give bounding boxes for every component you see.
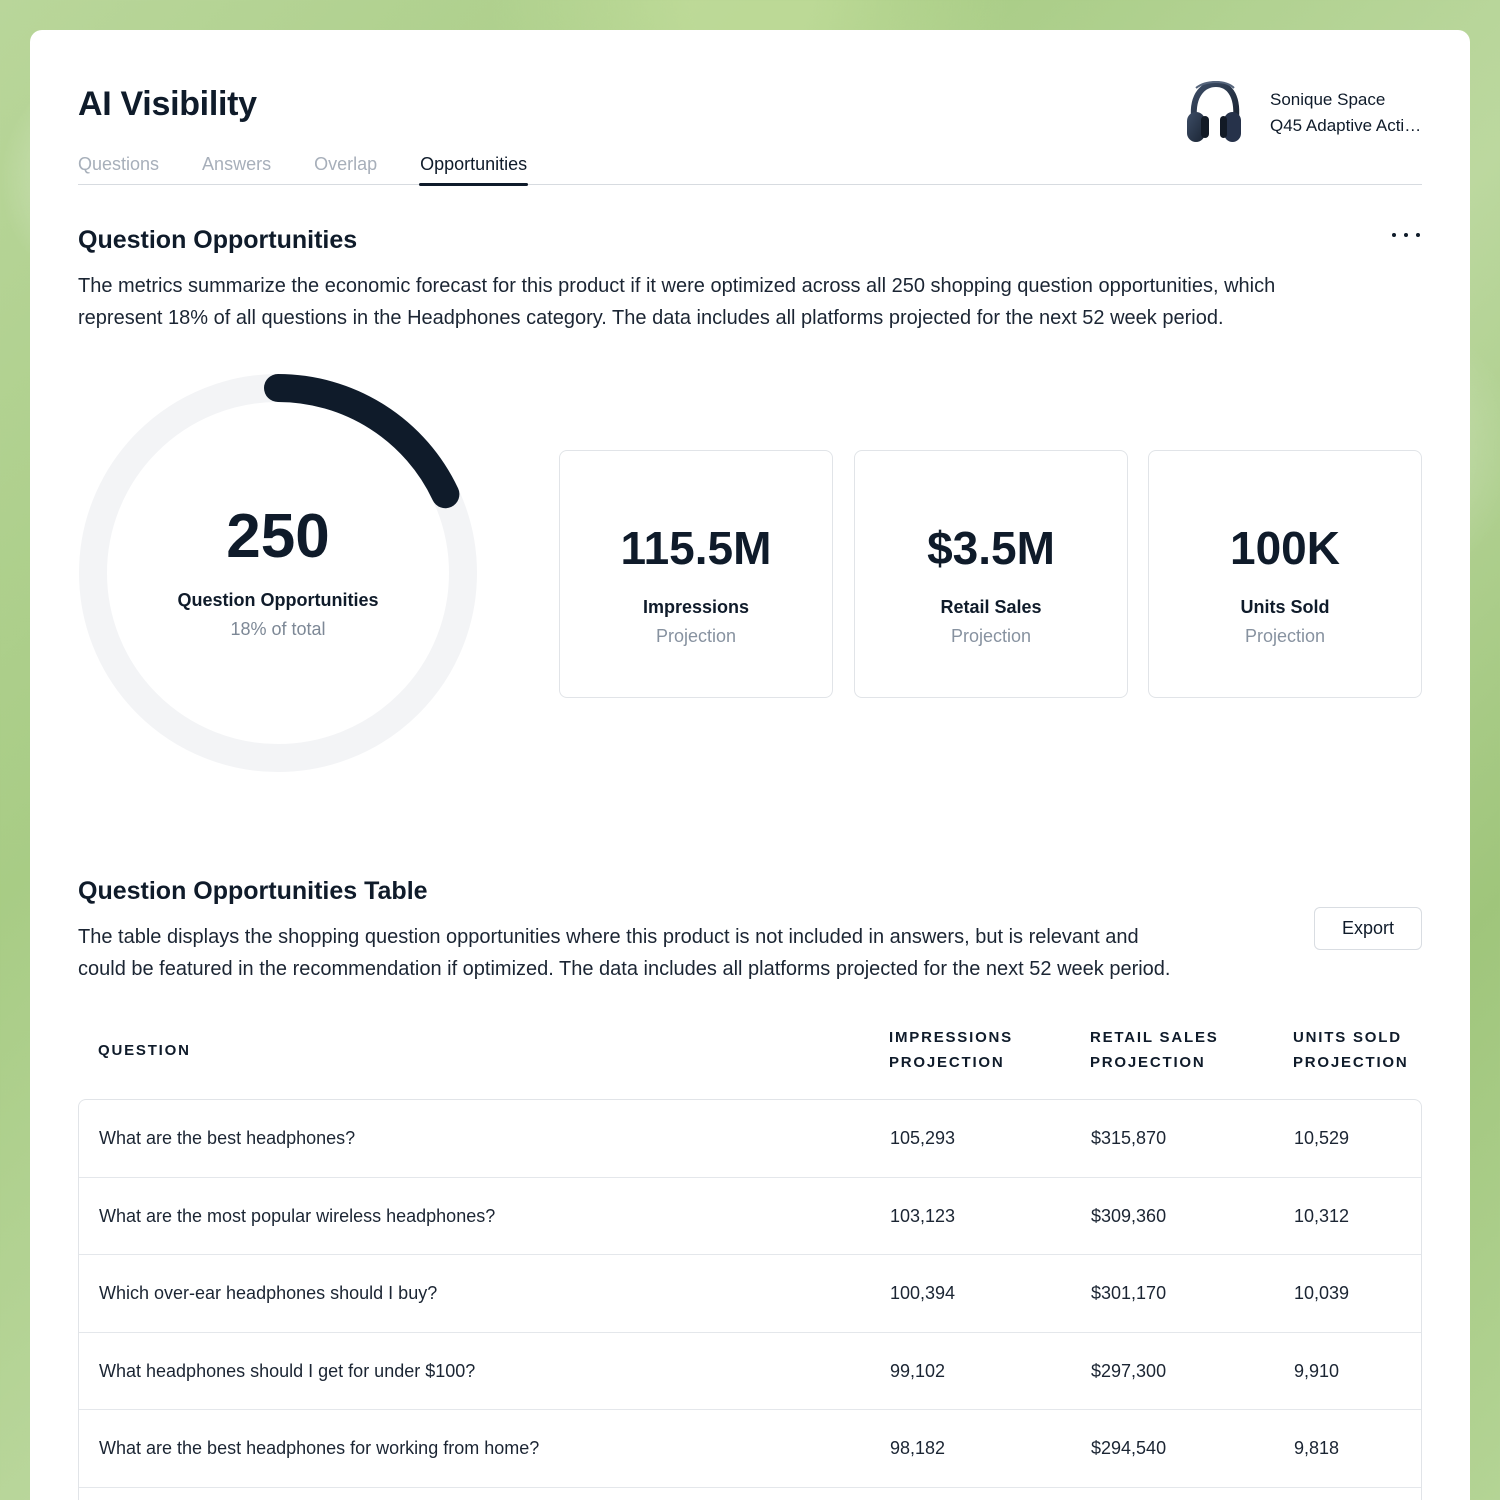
cell-impressions: 98,182 xyxy=(890,1438,946,1458)
description-line: represent 18% of all questions in the Headphones category. The data includes all platforms projected for the next 52 week period. xyxy=(78,307,1224,329)
tab-questions[interactable]: Questions xyxy=(78,154,160,174)
cell-question: What are the most popular wireless headphones? xyxy=(99,1205,496,1226)
header-line: PROJECTION xyxy=(1293,1054,1409,1071)
column-header-units-sold[interactable] xyxy=(1293,1025,1409,1075)
opportunities-description xyxy=(78,270,1275,334)
cell-question: What are the best headphones? xyxy=(99,1128,356,1148)
table-row[interactable] xyxy=(79,1178,1421,1256)
table-header xyxy=(78,1020,1422,1082)
cell-retail-sales: $309,360 xyxy=(1091,1205,1167,1226)
more-dot-icon xyxy=(1404,233,1408,237)
product-selector[interactable] xyxy=(1186,80,1422,146)
column-header-retail-sales[interactable] xyxy=(1090,1025,1219,1075)
more-dot-icon xyxy=(1392,233,1396,237)
column-header-impressions[interactable] xyxy=(889,1025,1013,1075)
donut-center xyxy=(78,373,478,773)
metric-label: Retail Sales xyxy=(940,597,1042,617)
opportunities-title: Question Opportunities xyxy=(78,226,358,254)
description-line: could be featured in the recommendation if optimized. The data includes all platforms projected for the next 52 week period. xyxy=(78,958,1171,980)
table-row[interactable] xyxy=(79,1488,1421,1500)
donut-value: 250 xyxy=(226,502,330,571)
cell-units-sold: 9,818 xyxy=(1294,1438,1340,1458)
metric-label: Impressions xyxy=(642,597,750,617)
description-line: The table displays the shopping question opportunities where this product is not included in answers, but is relevant and xyxy=(78,926,1139,948)
header-line: RETAIL SALES xyxy=(1090,1029,1219,1046)
opportunities-table xyxy=(78,1099,1422,1500)
more-options-button[interactable] xyxy=(1392,225,1420,245)
cell-question: What are the best headphones for working from home? xyxy=(99,1438,540,1458)
table-row[interactable] xyxy=(79,1333,1421,1411)
cell-question: Which over-ear headphones should I buy? xyxy=(99,1283,438,1303)
metric-card-units-sold xyxy=(1148,450,1422,698)
cell-units-sold: 10,312 xyxy=(1294,1205,1350,1226)
table-row[interactable] xyxy=(79,1255,1421,1333)
product-name xyxy=(1270,87,1422,139)
donut-subtext: 18% of total xyxy=(230,619,326,639)
metric-card-retail-sales xyxy=(854,450,1128,698)
tab-opportunities[interactable]: Opportunities xyxy=(420,150,527,185)
table-row[interactable] xyxy=(79,1410,1421,1488)
metric-subtext: Projection xyxy=(950,626,1032,646)
more-dot-icon xyxy=(1416,233,1420,237)
header-line: IMPRESSIONS xyxy=(889,1029,1013,1046)
table-section-title: Question Opportunities Table xyxy=(78,877,428,905)
metric-card-impressions xyxy=(559,450,833,698)
cell-units-sold: 10,529 xyxy=(1294,1128,1350,1148)
product-brand: Sonique Space xyxy=(1270,90,1386,109)
cell-impressions: 99,102 xyxy=(890,1360,946,1381)
cell-retail-sales: $294,540 xyxy=(1091,1438,1167,1458)
table-row[interactable] xyxy=(79,1100,1421,1178)
cell-retail-sales: $315,870 xyxy=(1091,1128,1167,1148)
opportunities-donut xyxy=(78,373,478,773)
header-line: UNITS SOLD xyxy=(1293,1029,1402,1046)
header-line: PROJECTION xyxy=(1090,1054,1206,1071)
metric-label: Units Sold xyxy=(1240,597,1330,617)
product-model: Q45 Adaptive Acti… xyxy=(1270,116,1422,135)
headphones-icon xyxy=(1186,80,1242,146)
cell-retail-sales: $297,300 xyxy=(1091,1360,1167,1381)
metric-subtext: Projection xyxy=(655,626,737,646)
tab-bar xyxy=(78,150,1422,185)
cell-units-sold: 10,039 xyxy=(1294,1283,1350,1303)
main-panel xyxy=(30,30,1470,1500)
export-button[interactable]: Export xyxy=(1314,907,1422,950)
cell-impressions: 105,293 xyxy=(890,1128,956,1148)
cell-impressions: 103,123 xyxy=(890,1205,956,1226)
page-title: AI Visibility xyxy=(78,85,257,123)
metric-subtext: Projection xyxy=(1244,626,1326,646)
cell-question: What headphones should I get for under $100? xyxy=(99,1360,476,1381)
metric-value: 115.5M xyxy=(620,522,772,574)
tab-overlap[interactable]: Overlap xyxy=(314,154,378,174)
description-line: The metrics summarize the economic forecast for this product if it were optimized across all 250 shopping question opportunities, which xyxy=(78,275,1276,297)
table-section-description xyxy=(78,921,1170,985)
cell-units-sold: 9,910 xyxy=(1294,1360,1340,1381)
cell-retail-sales: $301,170 xyxy=(1091,1283,1167,1303)
metric-value: $3.5M xyxy=(927,522,1055,574)
metric-value: 100K xyxy=(1230,522,1340,574)
header-line: PROJECTION xyxy=(889,1054,1005,1071)
column-header-question[interactable]: QUESTION xyxy=(98,1042,191,1059)
donut-label: Question Opportunities xyxy=(177,590,379,610)
tab-answers[interactable]: Answers xyxy=(202,154,272,174)
cell-impressions: 100,394 xyxy=(890,1283,956,1303)
